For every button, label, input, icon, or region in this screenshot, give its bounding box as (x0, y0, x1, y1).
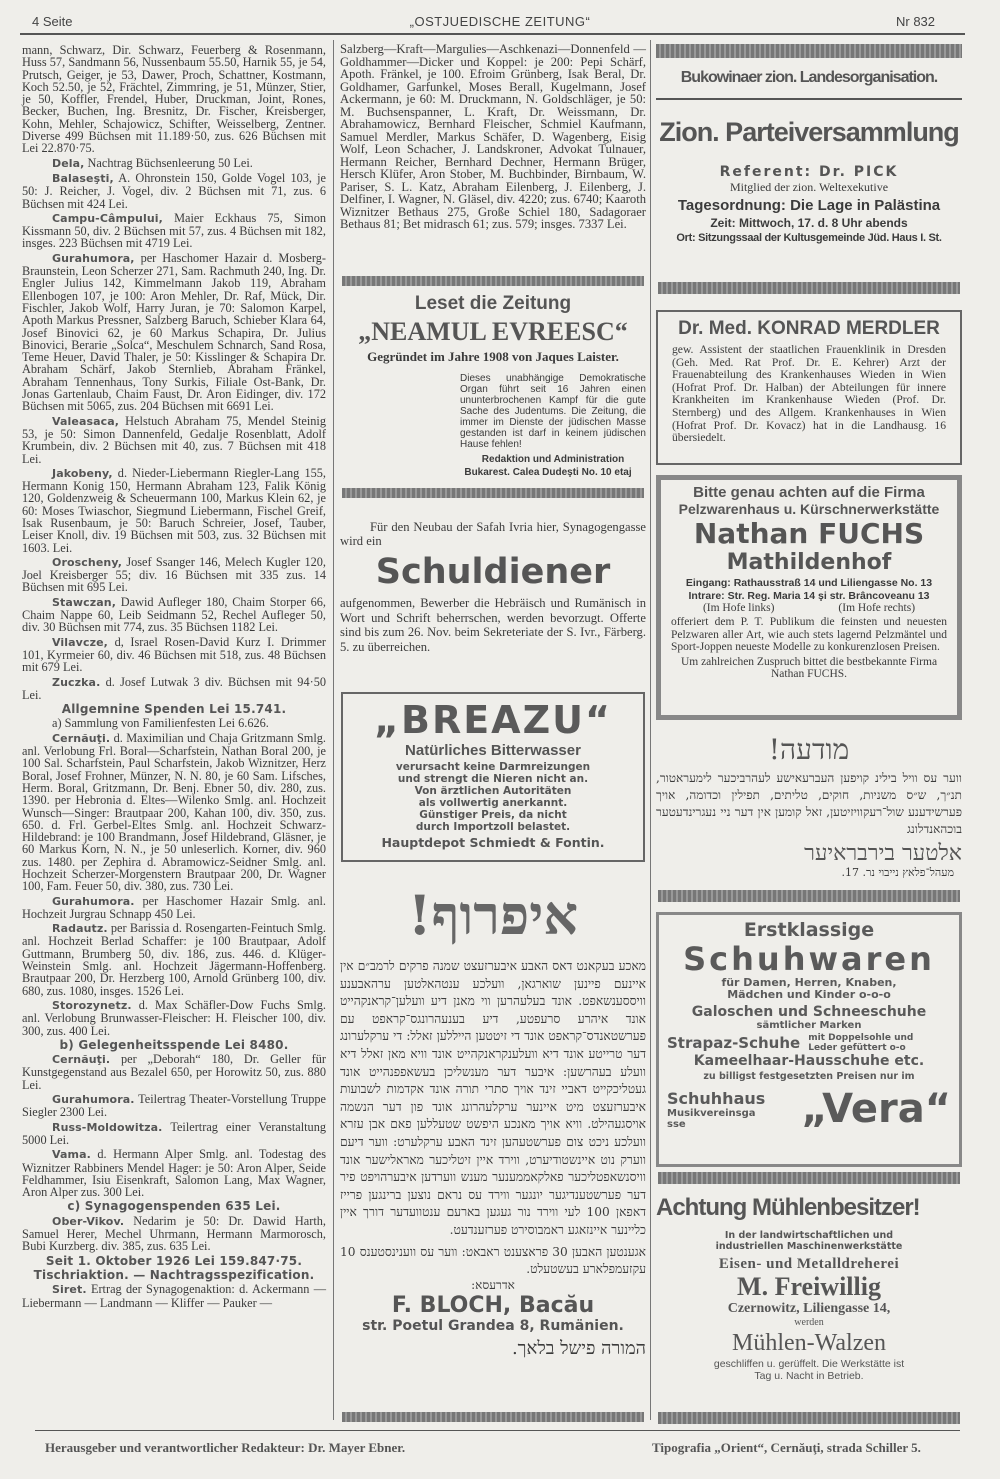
fuchs-ad (656, 475, 962, 720)
ad-line: Galoschen und Schneeschuhe (691, 1004, 927, 1020)
ad-intro: Für den Neubau der Safah Ivria hier, Synagogengasse wird ein (340, 520, 646, 548)
neamul-evreesc-ad (340, 293, 646, 478)
place-name: Dela, (52, 156, 85, 170)
subsection-heading: a) Sammlung von Familienfesten Lei 6.626. (52, 716, 269, 731)
donation-entry (22, 922, 326, 997)
ad-title-text: Achtung Mühlenbesitzer! (656, 1194, 920, 1221)
ad-line: Bitte genau achten auf die Firma (693, 484, 925, 501)
donation-entry (22, 212, 326, 250)
ad-title: איפרוף! (407, 883, 579, 947)
divider-bar (658, 1412, 960, 1424)
shop-address: מעהל־פלאץ נייבוי נר. 17. (841, 866, 954, 879)
schuldiener-ad (340, 520, 646, 654)
ad-line: Kameelhaar-Hausschuhe etc. (693, 1053, 925, 1069)
shop-street: Musikvereinsgasse (667, 1107, 756, 1130)
place-name: Vama. (52, 1148, 91, 1162)
schuhwaren-ad (656, 912, 962, 1167)
ad-subtitle: Natürliches Bitterwasser (405, 742, 581, 759)
donation-entry (22, 467, 326, 554)
courtyard-left: (Im Hofe links) (702, 602, 775, 614)
entry-text: d. Hermann Alper Smlg. anl. Todestag des Wiznitzer Rabbiners Mendel Hager: je 50: Aron Alper, Seide Feldhammer, Isiu Eisenkraft, Salomon Lang, Max Wagner, Aron Alper zus. 300 Lei. (22, 1147, 326, 1200)
ad-agents: אגענטען האבען 30 פראצענט ראבאט: ווער עס ווענינסטענס 10 עקזעמפלארע בעשטעלט. (340, 1244, 646, 1276)
entry-text: per Barissia d. Rosengarten-Feintuch Smlg. anl. Hochzeit Berlad Schaffer: je 100 Brautpaar, Adolf Guttmann, Brumberg 50, div. 186, zus. 446. d. Klüger-Weinstein Smlg. anl. Hochzeit Jägermann-Hoffenberg. Brautpaar 200, Dr. Herzberg 100, Arnold Grünberg 100, div. 680, zus. 1080, insges. 1526 Lei. (22, 921, 326, 998)
entry-text: per „Deborah“ 180, Dr. Geller für Kunstgegenstand aus Bezalel 650, per Horowitz 50, zus. 880 Lei. (22, 1052, 326, 1092)
ad-body: geschliffen u. gerüffelt. Die Werkstätte ist Tag u. Nacht in Betrieb. (713, 1358, 905, 1382)
meeting-title-text: Zion. Parteiversammlung (659, 117, 959, 147)
ad-line: Strapaz-Schuhe (667, 1034, 801, 1052)
ad-address-label: אדרעסא: (471, 1277, 515, 1292)
section-heading: Tischriaktion. — Nachtragsspezification. (33, 1267, 315, 1282)
continuation-text: Salzberg—Kraft—Margulies—Aschkenazi—Donnenfeld —Goldhammer—Dicker und Koppel: je 200: Pepi Schärf, Apoth. Fränkel, je 100. Efroim Grünberg, Isak Beral, Dr. Goldhamer, Garfunkel, Moses Berall, Kugelmann, Josef Ackermann, je 60: M. Druckmann, N. Goldschläger, je 50: M. Buchsenspanner, L. Kraft, Dr. Weissmann, Dr. Abrahamowicz, Bernhard Fleischer, Schmiel Kaufmann, Samuel Merdler, Markus Schäfer, D. Wagenberg, Eisig Wolf, Leon Schacher, J. Landskroner, Advokat Tulnauer, Hermann Reicher, Bernhard Dechner, Hermann Brüger, Hersch Klüfer, Aron Stober, M. Buchbinder, Birnbaum, W. Pariser, S. L. Katz, Abraham Eilenberg, J. Eilenberg, J. Delfiner, I. Wagner, N. Gläsel, div. 4220; zus. 6740; Kaaroth Wiznitzer Bethaus 275, Große Schiel 180, Sadagoraer Bethaus 81; Bet midrasch 61; zus. 579; insges. 7337 Lei. (340, 42, 646, 231)
entry-text: per Haschomer Hazair d. Mosberg-Braunstein, Leon Scherzer 271, Sam. Rachmuth 240, Ing. Dr. Engler Julius 142, Kimmelmann Jakob 119, Abraham Ellenbogen 107, je 100: Aron Mehler, Dr. Raf, Mück, Dir. Fischler, Jakob Wolf, Harry Juran, je 70: Salomon Karpel, Apoth Markus Pressner, Salzberg Baruch, Schieber Klara 64, Josef Binovici 62, je 60 Markus Schapira, Dr. Julius Binovici, Berarie „Solca“, Meschulem Schnarch, Sand Rosa, Teme Heuer, David Thaler, je 50: Kisslinger & Schapira Dr. Abraham Schärf, Jakob Sternlieb, Abraham Fränkel, Abraham Tennenhaus, Tony Surkis, Filiale Ost-Bank, Dr. Jonas Gartenlaub, Chaim Faust, Dr. Aron Eidinger, div. 172 Büchsen mit 5065, zus. 204 Büchsen mit 6691 Lei. (22, 250, 326, 414)
donation-entry (22, 1283, 326, 1309)
divider-bar (342, 1412, 644, 1422)
place-name: Gurahumora. (52, 1093, 135, 1107)
donation-entry (22, 596, 326, 634)
ad-line: Von ärztlichen Autoritäten (414, 785, 572, 797)
firm-address: Czernowitz, Liliengasse 14, (727, 1301, 891, 1316)
place-name: Oroscheny, (52, 555, 123, 569)
newspaper-title: „OSTJUEDISCHE ZEITUNG“ (409, 14, 591, 29)
firm-building: Mathildenhof (726, 550, 892, 575)
place-name: Gurahumora, (52, 251, 135, 265)
footer-rule (35, 1430, 960, 1431)
firm-name: M. Freiwillig (737, 1272, 881, 1301)
entry-text: d. Nieder-Liebermann Riegler-Lang 155, Hermann Konig 150, Hermann Abraham 123, Falik König 120, Goldenzweig & Scheuermann 100, Markus Klein 62, je 60: Moses Twiaschor, Siegmund Liebermann, Fischel Greif, Isak Rusenbaum, je 50: Baruch Schreier, Josef, Tauber, Leiser Knoll, div. 19 Büchsen mit 503, zus. 32 Büchsen mit 1603. Lei. (22, 465, 326, 555)
divider-bar (658, 1172, 960, 1184)
courtyard-right: (Im Hofe rechts) (838, 602, 916, 614)
ad-street: str. Poetul Grandea 8, Rumänien. (362, 1317, 624, 1334)
place-name: Siret. (52, 1283, 87, 1297)
ad-body: ווער עס וויל בילינ קויפען העברעאישע לעהרביכער לימעראטור, תנ״ך, ש״ס משניות, חוקים, טליתים, תפילין וכדומה, אויך פערשידענע שול־רעקוויזיטען, זאל קומען אין דער ניי נעגרינדעטער בוכהאנדלונג (656, 771, 962, 836)
ad-body: aufgenommen, Bewerber die Hebräisch und Rumänisch in Wort und Schrift beherrschen, werden bevorzugt. Offerte sind bis zum 26. Nov. beim Sekreteriate der S. Ivr., Färberg. 5. zu überreichen. (340, 596, 646, 654)
ad-line: mit Doppelsohle und Leder gefüttert o-o (808, 1033, 914, 1053)
entry-text: d. Josef Lutwak 3 div. Büchsen mit 94·50 Lei. (22, 674, 326, 702)
divider-bar (342, 488, 644, 498)
donation-entry (22, 1148, 326, 1198)
publisher-line: Herausgeber und verantwortlicher Redakteur: Dr. Mayer Ebner. (45, 1440, 406, 1455)
donation-entry (22, 44, 326, 155)
donation-entry (22, 1053, 326, 1091)
ad-line: Pelzwarenhaus u. Kürschnerwerkstätte (678, 501, 940, 517)
shop-owner: אלטער בירבראיער (804, 841, 962, 866)
ad-line: In der landwirtschaftlichen und industriellen Maschinenwerkstätte (715, 1230, 903, 1252)
ad-line: als vollwertig anerkannt. (418, 797, 568, 809)
entry-text: per Haschomer Hazair Smlg. anl. Hochzeit Jurgrau Schnapp 450 Lei. (22, 893, 327, 921)
modaah-ad (656, 730, 962, 879)
doctor-bio: gew. Assistent der staatlichen Frauenklinik in Dresden (Geh. Med. Rat Prof. Dr. E. Kehrer) Arzt der Frauenabteilung des Krankenhauses Wieden in Wien (Hofrat Prof. Dr. Halban) der Abteilungen für innere Krankheiten im Krankenhause Wieden (Prof. Dr. Sternberg) und des Allgem. Krankenhauses in Wien (Hofrat Prof. Dr. Kovacz) hat in die Landhausg. 16 übersiedelt. (672, 343, 946, 445)
ad-title (656, 1186, 962, 1230)
column-divider (333, 40, 334, 1420)
entry-text: A. Ohronstein 150, Golde Vogel 103, je 50: J. Reicher, J. Vogel, div. 2 Büchsen mit 71, zus. 6 Büchsen mit 424 Lei. (22, 170, 326, 211)
entry-text: Teilertrag einer Veranstaltung 5000 Lei. (22, 1119, 327, 1147)
donation-entry (22, 999, 326, 1037)
entry-text: Josef Ssanger 146, Melech Kugler 120, Joel Kreisberger 55; div. 16 Büchsen mit 335 zus. 14 Büchsen mit 695 Lei. (22, 554, 327, 595)
ad-founded: Gegründet im Jahre 1908 von Jaques Laister. (367, 349, 619, 364)
ad-title: מודעה! (768, 733, 850, 766)
place-name: Balaseşti, (52, 171, 114, 185)
referent-title: Mitglied der zion. Weltexekutive (729, 180, 889, 194)
place-name: Cernăuţi. (52, 731, 111, 745)
meeting-time: Zeit: Mittwoch, 17. d. 8 Uhr abends (710, 216, 908, 230)
place-name: Valeasaca, (52, 414, 120, 428)
column-divider (650, 40, 651, 1420)
entry-text: Helstuch Abraham 75, Mendel Steinig 53, je 50: Simon Dannenfeld, Gedalje Rosenblatt, Adolf Krumbein, div. 2 Büchsen mit 40, zus. 7 Büchsen mit 418 Lei. (22, 413, 326, 466)
ad-address: Bukarest. Calea Dudeşti No. 10 etaj (464, 467, 632, 478)
place-name: Zuczka. (52, 675, 101, 689)
org-name-text: Bukowinaer zion. Landesorganisation. (680, 69, 938, 86)
ad-title: Schuhwaren (683, 940, 935, 978)
entry-text: d. Maximilian und Chaja Gritzmann Smlg. anl. Verlobung Frl. Boral—Scharfstein, Nathan Boral 200, je 100 Sal. Scharfstein, Paul Scharfstein, Jakob Wiznitzer, Herz Boral, Josef Frohner, Münzer, N. N. 80, je 60 Sam. Lifsches, Herm. Boral, Gritzmann, Dr. Benj. Ebner 50, div. 280, zus. 1390. per Hebronia d. Eltes—Wilenko Smlg. anl. Hochzeit Wunsch—Singer: Brautpaar 200, Kahan 100, div. 350, zus. 650. d. Frl. Gerbel-Eltes Smlg. anl. Hochzeit Schwarz-Hildebrand: je 100 Brandmann, Josef Hildebrand, Gläsner, je 60 Markus Korn, N. N., je 50 unleserlich. Korner, div. 960 zus. 1480. per Zephira d. Abramowicz-Seidner Smlg. anl. Hochzeit Scherzer-Morgenstern Brautpaar 200, Dr. Wagner 100, Fam. Feuer 50, div. 380, zus. 730 Lei. (22, 730, 326, 894)
ad-line: für Damen, Herren, Knaben, (721, 976, 897, 989)
ad-depot: Hauptdepot Schmiedt & Fontin. (381, 835, 605, 850)
ad-title: „NEAMUL EVREESC“ (358, 317, 628, 346)
donation-entry (22, 1093, 326, 1119)
place-name: Stawczan, (52, 595, 117, 609)
shop-label: Schuhhaus (667, 1088, 766, 1108)
entrance: Intrare: Str. Reg. Maria 14 şi str. Brâncoveanu 13 (688, 589, 930, 602)
ad-signature: המורה פישל בלאך. (511, 1337, 646, 1359)
donation-entry (22, 252, 326, 413)
ad-body: מאכע בעקאנט דאס האבע איבערזעצט שמנה פרקים לרמב״ם אין איינעם פיינען שוארגאן, וועלכע ענטהאלטען ערהאבענע וויססענשאפט. אונד בעלעהרען ווי מאנן דיע וועלען־קראנקהייט אונד איהרע סרעפטע, דיע בענעהרונגס־קראפט עם פערשטאנדס־קראפט אונד די זיטטען הייללען זאלל: די ערקלערונג דער טרייטע אונד דיא וועלענקראנקהייט אונד וויא מאן זאלל דיא וועלע בעהרשען: איבער דער מענשליכן בעשאפפנהייט אונד געטליכקייט דאביי זינד אויך סתרי תורה אונד אקדמות לשבועות איבערזעצט מיט איינער ערקלעהרונג אונד פון דער הנשמה אויסגעהילט. וויא אויך מאנכע היפשט שטעללען פאם אבן עזרא וועלכע ניכט צום פערשטעהען זינד האבע ערקלערט: ווער דיעם ווערק נוט איינשטודיערט, ווירד איין זיטליכער מאראלישער אונד וויסנשאפטליכער פאלקאממענער מענש ווערדען איבערהויפט פיר דער פערשטענדיגער יונגער ווירד עס נראם נוצען ברינגען פרייז דאפאן 100 לעי ווירד נור געגען בארעם ענטוועדער דורך איין כליינער איינזאגע ראמבוסירט פערזענדעט. (340, 959, 646, 1237)
ad-line: zu billigst festgesetzten Preisen nur im (703, 1071, 915, 1082)
place-name: Gurahumora. (52, 894, 135, 908)
courtyard-notes (671, 602, 947, 614)
entry-text: d. Max Schäfler-Dow Fuchs Smlg. anl. Verlobung Brunwasser-Fleischer: H. Fleischer 100, div. 300, zus. 400 Lei. (22, 997, 326, 1038)
ad-line: Leset die Zeitung (414, 293, 572, 314)
entry-text: Dawid Aufleger 180, Chaim Storper 66, Chaim Nappe 60, Leib Seidmann 52, Rechel Aufleger 50, div. 30 Büchsen mit 774, zus. 35 Büchsen 1182 Lei. (22, 594, 326, 635)
firm-name: Nathan FUCHS (693, 517, 925, 550)
place-name: Radautz. (52, 922, 108, 936)
section-heading: Seit 1. Oktober 1926 Lei 159.847·75. (45, 1253, 303, 1268)
org-name (656, 58, 962, 98)
place-name: Cernăuţi. (52, 1053, 111, 1067)
place-name: Campu-Câmpului, (52, 211, 163, 225)
meeting-place: Ort: Sitzungssaal der Kultusgemeinde Jüd. Haus I. St. (676, 232, 942, 244)
donation-entry (22, 676, 326, 702)
ad-closing: Um zahlreichen Zuspruch bittet die bestbekannte Firma Nathan FUCHS. (680, 655, 938, 680)
ad-line: Eisen- und Metalldreherei (718, 1256, 900, 1272)
breazu-ad (341, 692, 645, 862)
entry-text: Maier Eckhaus 75, Simon Kissmann 50, div. 2 Büchsen mit 57, zus. 4 Büchsen mit 182, insges. 223 Büchsen mit 4719 Lei. (22, 210, 326, 251)
divider-bar (656, 44, 962, 58)
place-name: Vilavcze, (52, 635, 108, 649)
entry-text: Ertrag der Synagogenaktion: d. Ackermann — Liebermann — Landmann — Kliffer — Pauker — (22, 1282, 326, 1310)
meeting-title (656, 100, 962, 164)
entry-text: d, Israel Rosen-David Kurz I. Drimmer 101, Kyrmeier 60, div. 46 Büchsen mit 518, zus. 48 Büchsen mit 679 Lei. (22, 634, 326, 675)
section-heading: Allgemnine Spenden Lei 15.741. (61, 702, 287, 717)
entry-text: Nedarim je 50: Dr. Dawid Harth, Samuel Herer, Mechel Uhrmann, Hermann Marmorosch, Bubi Kurzberg. div. 385, zus. 635 Lei. (22, 1213, 326, 1254)
ad-line: Günstiger Preis, da nicht (419, 809, 567, 821)
zion-meeting-ad (656, 44, 962, 244)
ad-line: verursacht keine Darmreizungen (395, 761, 591, 773)
ad-line: durch Importzoll belastet. (415, 821, 571, 833)
place-name: Jakobeny, (52, 466, 113, 480)
donation-entry (22, 556, 326, 594)
header-rule (20, 33, 965, 35)
donation-entry (22, 732, 326, 893)
page-number: 4 Seite (32, 14, 73, 29)
ad-body: offeriert dem P. T. Publikum die feinsten und neuesten Pelzwaren aller Art, wie auch stets lagernd Pelzmäntel und Sport-Joppen neueste Modelle zu konkurenzlosen Preisen. (671, 616, 947, 653)
printer-line: Tipografia „Orient“, Cernăuţi, strada Schiller 5. (652, 1440, 921, 1455)
donation-entry (22, 1215, 326, 1253)
donation-list-continuation (340, 43, 646, 233)
place-name: Storozynetz. (52, 998, 132, 1012)
ad-body: Dieses unabhängige Demokratische Organ führt seit 16 Jahren einen ununterbrochenen Kampf für die gute Sache des Judentums. Die Zeitung, die immer im Dienste der jüdischen Masse gestanden ist darf in keinem jüdischen Hause fehlen! (460, 373, 646, 450)
merdler-ad (656, 310, 962, 465)
place-name: Ober-Vikov. (52, 1214, 125, 1228)
divider-bar (342, 276, 644, 286)
donation-list-column (22, 44, 326, 1311)
divider-bar (658, 282, 960, 294)
agenda: Tagesordnung: Die Lage in Palästina (677, 197, 941, 214)
divider-bar (658, 890, 960, 902)
ad-line: Mädchen und Kinder o-o-o (727, 988, 891, 1001)
entry-text: Teilertrag Theater-Vorstellung Truppe Siegler 2300 Lei. (22, 1092, 326, 1120)
entry-text: mann, Schwarz, Dir. Schwarz, Feuerberg & Rosenmann, Huss 57, Sandmann 56, Nussenbaum 55.50, Harnik 55, je 54, Prutsch, Geiger, je 53, Dawer, Proch, Schattner, Kostmann, Koch 52.50, je 52, Frächtel, Zimmring, je 51, Münzer, Stier, je 50, Koffler, Frendel, Huber, Druckman, Joint, Rones, Becker, Buchen, Ing. Bresnitz, Dr. Fischer, Kreisberger, Kohn, Mehler, Schajowicz, Schifter, Weisselberg, Zentner. Diverse 499 Büchsen mit 11.189·50, zus. 626 Büchsen mit Lei 22.870·75. (22, 43, 326, 156)
donation-entry (22, 157, 326, 170)
donation-entry (22, 1121, 326, 1147)
donation-entry (22, 415, 326, 465)
shop-brand: „Vera“ (801, 1086, 951, 1132)
place-name: Russ-Moldowitza. (52, 1120, 163, 1134)
ad-title: „BREAZU“ (374, 698, 612, 742)
doctor-name: Dr. Med. KONRAD MERDLER (678, 318, 940, 339)
ad-line: und strengt die Nieren nicht an. (397, 773, 589, 785)
rule (656, 98, 962, 100)
donation-entry (22, 636, 326, 674)
entry-text: Nachtrag Büchsenleerung 50 Lei. (87, 155, 253, 170)
section-heading: b) Gelegenheitsspende Lei 8480. (59, 1037, 289, 1052)
freiwillig-ad (656, 1186, 962, 1382)
issue-number: Nr 832 (896, 14, 936, 29)
ad-redaktion: Redaktion und Administration (481, 454, 625, 465)
section-heading: c) Synagogenspenden 635 Lei. (67, 1199, 281, 1214)
ad-title: Schuldiener (375, 552, 611, 592)
ad-line: Erstklassige (743, 919, 875, 941)
aufruf-ad (340, 880, 646, 1359)
donation-entry (22, 895, 326, 921)
referent: Referent: Dr. PICK (719, 164, 899, 180)
entrance: Eingang: Rathausstraß 14 und Liliengasse No. 13 (685, 577, 933, 589)
ad-name: F. BLOCH, Bacău (391, 1292, 595, 1318)
ad-line: werden (794, 1317, 824, 1328)
product: Mühlen-Walzen (731, 1330, 886, 1356)
ad-line: sämtlicher Marken (756, 1020, 862, 1031)
donation-entry (22, 172, 326, 210)
